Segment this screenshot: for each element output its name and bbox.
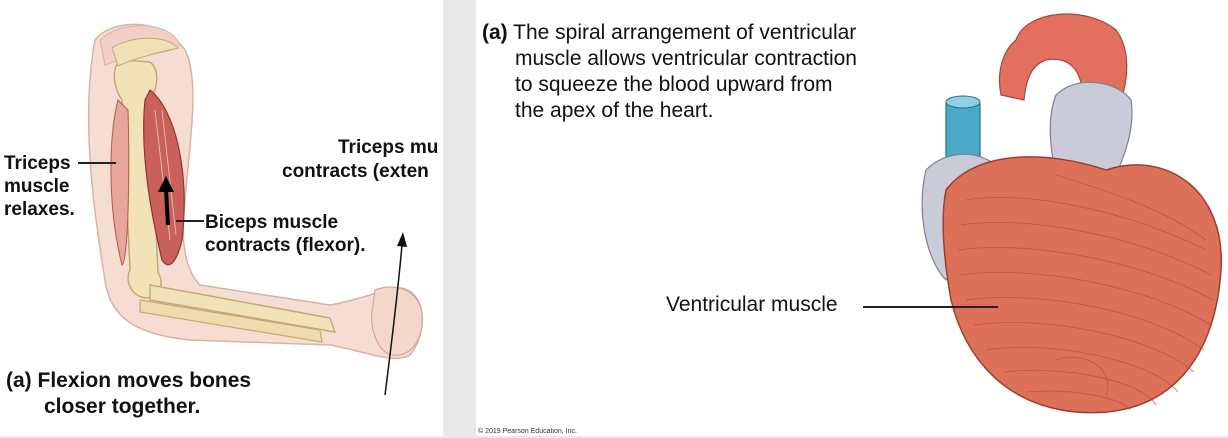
triceps-top-label: Triceps mu contracts (exten (282, 137, 439, 182)
ventricular-muscle-label: Ventricular muscle (666, 293, 838, 316)
arm-caption: (a) Flexion moves bones closer together. (6, 369, 252, 418)
copyright-text: © 2019 Pearson Education, Inc. (478, 428, 577, 435)
ventricular-leader-line (863, 306, 998, 308)
arm-flexion-figure (0, 0, 443, 436)
heart-figure (476, 0, 1228, 436)
heart-caption: (a) The spiral arrangement of ventricular muscle allows ventricular contraction to squeeze the blood upward from the apex of the heart. (482, 21, 857, 122)
triceps-label: Triceps muscle relaxes. (4, 153, 75, 220)
heart-illustration (906, 0, 1228, 436)
biceps-arrow-shaft (166, 190, 168, 225)
biceps-leader-line (176, 220, 204, 222)
motion-arrow-head (397, 232, 407, 247)
triceps-leader-line (78, 162, 116, 164)
biceps-label: Biceps muscle contracts (flexor). (205, 212, 366, 256)
